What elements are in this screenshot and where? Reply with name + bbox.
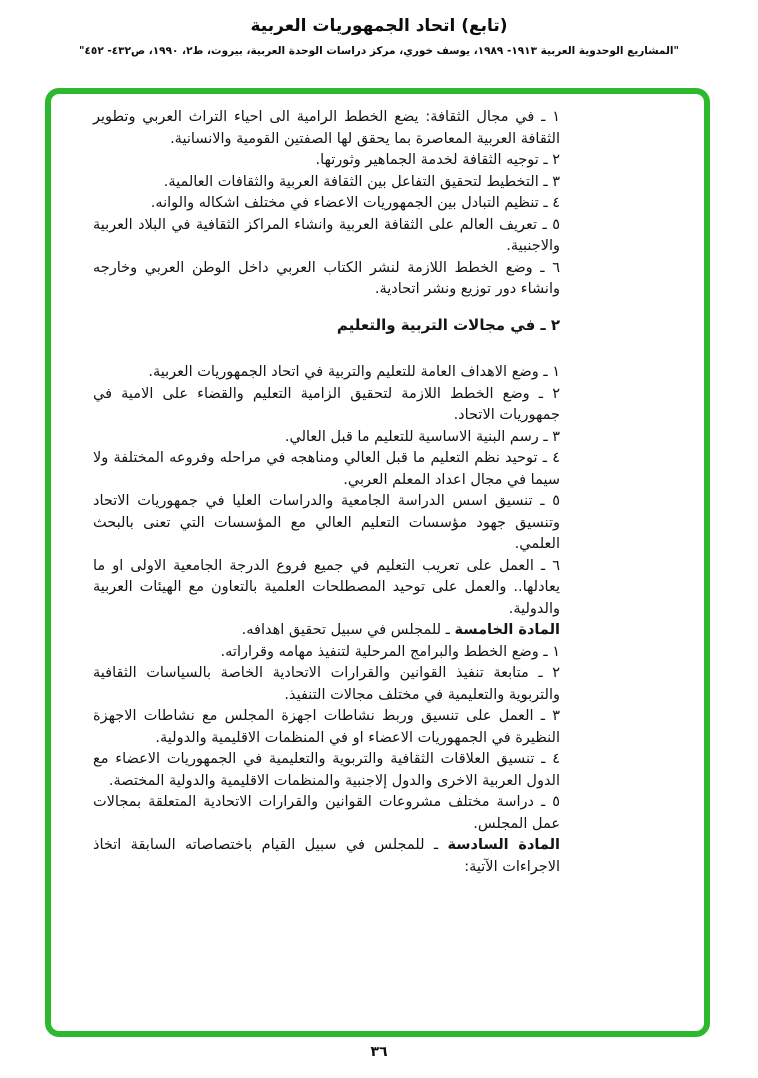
document-frame [45,88,710,1037]
list-item: ٢ ـ متابعة تنفيذ القوانين والقرارات الاتحادية الخاصة بالسياسات الثقافية والتربوية والتعليمية في مختلف مجالات التنفيذ. [93,665,560,703]
list-item: ١ ـ وضع الخطط والبرامج المرحلية لتنفيذ مهامه وقراراته. [220,643,560,660]
list-item: ٣ ـ رسم البنية الاساسية للتعليم ما قبل العالي. [284,428,560,445]
page-title: (تابع) اتحاد الجمهوريات العربية [250,16,508,36]
section-heading-education: ٢ ـ في مجالات التربية والتعليم [336,315,560,334]
list-item: ٦ ـ وضع الخطط اللازمة لنشر الكتاب العربي داخل الوطن العربي وخارجه وانشاء دور توزيع ونشر اتحادية. [93,259,560,297]
article-5-label: المادة الخامسة [454,622,560,638]
list-item: ٣ ـ العمل على تنسيق وربط نشاطات اجهزة المجلس مع نشاطات الاجهزة النظيرة في الجمهوريات الاعضاء او في المنظمات الاقليمية والدولية. [93,708,560,746]
document-text [51,94,704,1031]
list-item: ٥ ـ تعريف العالم على الثقافة العربية وانشاء المراكز الثقافية في البلاد العربية والاجنبية. [93,216,560,254]
list-item: ٢ ـ وضع الخطط اللازمة لتحقيق الزامية التعليم والقضاء على الامية في جمهوريات الاتحاد. [93,385,560,423]
list-item: ١ ـ في مجال الثقافة: يضع الخطط الرامية الى احياء التراث العربي وتطوير الثقافة العربية المعاصرة بما يحقق لها الصفتين القومية والانسانية. [93,109,560,147]
list-item: ٥ ـ دراسة مختلف مشروعات القوانين والقرارات الاتحادية المتعلقة بمجالات عمل المجلس. [93,794,560,832]
list-item: ٤ ـ توحيد نظم التعليم ما قبل العالي ومناهجه في مراحله وفروعه المختلفة ولا سيما في مجال اعداد المعلم العربي. [93,450,560,488]
page-number: ٣٦ [370,1044,388,1060]
list-item: ٣ ـ التخطيط لتحقيق التفاعل بين الثقافة العربية والثقافات العالمية. [163,173,560,190]
source-citation: "المشاريع الوحدوية العربية ١٩١٣- ١٩٨٩، يوسف خوري، مركز دراسات الوحدة العربية، بيروت، ط٢، ١٩٩٠، ص٤٣٢- ٤٥٢" [79,45,679,57]
article-6-label: المادة السادسة [447,837,560,853]
article-6-text: ـ للمجلس في سبيل القيام باختصاصاته السابقة اتخاذ الاجراءات الآتية: [93,837,560,875]
list-item: ٤ ـ تنظيم التبادل بين الجمهوريات الاعضاء في مختلف اشكاله والوانه. [150,195,560,211]
article-6-line [93,835,560,878]
list-item: ٦ ـ العمل على تعريب التعليم في جميع فروع الدرجة الجامعية الاولى او ما يعادلها.. والعمل على توحيد المصطلحات العلمية بالتعاون مع الهيئات العربية والدولية. [93,557,560,617]
education-items-list [93,362,560,620]
list-item: ٤ ـ تنسيق العلاقات الثقافية والتربوية والتعليمية في الجمهوريات الاعضاء مع الدول العربية الاخرى والدول إلاجنبية والمنظمات الاقليمية والدولية المختصة. [93,751,560,789]
article-5-text: ـ للمجلس في سبيل تحقيق اهدافه. [241,622,455,638]
culture-items-list [93,107,560,301]
list-item: ١ ـ وضع الاهداف العامة للتعليم والتربية في اتحاد الجمهوريات العربية. [148,364,560,380]
article-5-items-list [93,642,560,836]
article-5-line [93,620,560,642]
list-item: ٢ ـ توجيه الثقافة لخدمة الجماهير وثورتها. [315,152,560,168]
list-item: ٥ ـ تنسيق اسس الدراسة الجامعية والدراسات العليا في جمهوريات الاتحاد وتنسيق جهود مؤسسات التعليم العالي مع المؤسسات التي تعنى بالبحث العلمي. [93,493,560,552]
